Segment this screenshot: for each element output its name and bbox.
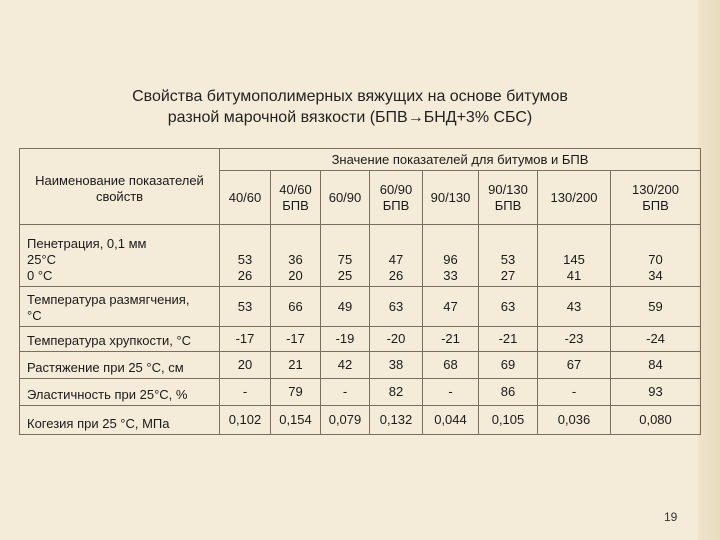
column-header [321,171,370,225]
property-name [20,327,220,352]
column-header-line: 130/200 [632,181,679,197]
value-cell [423,327,479,352]
value-cell [611,327,701,352]
table-row [20,379,701,406]
value-cell-line: 70 [648,252,663,267]
value-cell [611,379,701,406]
value-cell [321,406,370,435]
value-cell-line: 86 [500,384,516,399]
value-cell [220,352,271,379]
property-name-line: Растяжение при 25 °С, см [27,360,184,375]
value-cell [370,406,423,435]
value-cell-line: 26 [237,268,253,283]
column-header [423,171,479,225]
value-cell-line: 26 [388,268,404,283]
column-header-line: 90/130 [488,181,528,197]
value-cell-line: 34 [648,268,663,283]
column-header-line: 60/90 [328,189,362,205]
value-cell-line: 63 [388,298,404,314]
value-cell [479,406,538,435]
value-cell [271,327,321,352]
property-name [20,406,220,435]
value-cell-line: 42 [337,357,353,372]
property-name [20,287,220,327]
value-cell-line: 47 [443,298,458,314]
column-header-line: БПВ [382,197,410,213]
value-cell [611,406,701,435]
value-cell [538,406,611,435]
value-cell-line: -19 [335,331,355,346]
value-cell-line: 0,132 [379,412,413,427]
value-cell-line: 0,154 [279,412,312,427]
value-cell [220,379,271,406]
value-cell-line: 21 [288,357,303,372]
value-cell-line: -20 [386,331,406,346]
property-name-line: Эластичность при 25°С, % [27,387,188,402]
value-cell [271,379,321,406]
property-name [20,352,220,379]
slide-title [40,86,660,128]
value-cell-line: 0,102 [228,412,262,427]
value-cell [538,287,611,327]
value-cell-line: 47 [388,252,404,267]
table-row [20,352,701,379]
value-cell-line: 68 [443,357,458,372]
property-name-header-line: Наименование показателей [35,173,204,188]
value-cell-line: 82 [388,384,404,399]
value-cell-line: - [242,384,248,399]
value-cell [538,379,611,406]
value-cell-line: -17 [235,331,255,346]
value-cell [611,287,701,327]
value-cell-line: 66 [288,298,303,314]
value-cell [321,327,370,352]
value-cell [370,352,423,379]
value-cell-line: 27 [500,268,516,283]
table-header-row [20,149,701,171]
value-cell-line: 0,080 [639,412,672,427]
column-header-line: БПВ [642,197,669,213]
value-cell [611,352,701,379]
property-name-line: 0 °С [27,268,53,283]
value-cell [271,352,321,379]
property-name-line: Температура размягчения, [27,292,190,307]
table-row [20,327,701,352]
value-cell-line: 84 [648,357,663,372]
value-cell-line: 63 [500,298,516,314]
value-cell-line: 0,079 [328,412,362,427]
column-header [538,171,611,225]
value-cell [423,225,479,287]
property-name [20,379,220,406]
value-cell-line: 0,044 [434,412,467,427]
values-group-header: Значение показателей для битумов и БПВ [220,149,701,171]
value-cell [611,225,701,287]
value-cell-line: - [448,384,453,399]
value-cell-line: 69 [500,357,516,372]
value-cell-line: 43 [566,298,582,314]
value-cell [321,352,370,379]
value-cell [538,352,611,379]
value-cell [220,327,271,352]
value-cell [321,287,370,327]
column-header-line: БПВ [494,197,522,213]
value-cell [321,379,370,406]
value-cell-line: 38 [388,357,404,372]
column-header [479,171,538,225]
value-cell-line: 59 [648,298,663,314]
value-cell [538,327,611,352]
value-cell [423,406,479,435]
value-cell [423,287,479,327]
column-header-line: 130/200 [550,189,598,205]
value-cell-line: 53 [500,252,516,267]
value-cell-line: -21 [498,331,518,346]
property-name-line: °С [27,308,42,323]
value-cell-line: 33 [443,268,458,283]
value-cell [479,379,538,406]
value-cell [479,327,538,352]
value-cell-line: 75 [337,252,353,267]
value-cell-line: -24 [646,331,665,346]
page-number: 19 [664,510,678,524]
value-cell [370,327,423,352]
value-cell [538,225,611,287]
property-name-line: Температура хрупкости, °С [27,333,192,348]
value-cell-line: - [571,384,577,399]
table-row [20,287,701,327]
table-row [20,225,701,287]
value-cell [370,379,423,406]
column-header-line: 40/60 [228,189,262,205]
value-cell-line: 145 [563,252,585,267]
value-cell-line: 20 [237,357,253,372]
value-cell [321,225,370,287]
property-name-header-line: свойств [95,189,144,204]
value-cell [271,287,321,327]
value-cell-line: -23 [564,331,584,346]
value-cell-line: 79 [288,384,303,399]
value-cell-line: 53 [237,298,253,314]
slide-title-line-2: разной марочной вязкости (БПВ→БНД+3% СБС) [167,109,533,126]
value-cell-line: 20 [288,268,303,283]
column-header [611,171,701,225]
value-cell-line: 25 [337,268,353,283]
table-row [20,406,701,435]
value-cell [220,406,271,435]
column-header-line: 90/130 [430,189,471,205]
properties-table [19,148,701,435]
value-cell [479,352,538,379]
value-cell [423,379,479,406]
property-name-line: 25°С [27,252,57,267]
value-cell [220,225,271,287]
column-header [220,171,271,225]
value-cell [370,287,423,327]
column-header-line: БПВ [282,197,309,213]
value-cell-line: 0,036 [557,412,591,427]
value-cell [423,352,479,379]
slide-title-line-1: Свойства битумополимерных вяжущих на основе битумов [132,88,568,105]
value-cell [479,287,538,327]
value-cell [370,225,423,287]
value-cell [271,406,321,435]
property-name-line: Пенетрация, 0,1 мм [27,236,147,251]
value-cell [220,287,271,327]
value-cell-line: 49 [337,298,353,314]
property-name-line: Когезия при 25 °С, МПа [27,416,170,431]
value-cell-line: 41 [566,268,582,283]
column-header [370,171,423,225]
value-cell-line: 93 [648,384,663,399]
value-cell-line: 36 [288,252,303,267]
column-header-line: 60/90 [379,181,413,197]
slide-side-decoration [698,0,720,540]
value-cell [479,225,538,287]
value-cell-line: -17 [286,331,305,346]
value-cell-line: 0,105 [491,412,525,427]
property-name [20,225,220,287]
value-cell-line: - [342,384,348,399]
property-name-header [20,149,220,225]
value-cell [271,225,321,287]
value-cell-line: 53 [237,252,253,267]
column-header [271,171,321,225]
value-cell-line: 67 [566,357,582,372]
value-cell-line: 96 [443,252,458,267]
value-cell-line: -21 [441,331,460,346]
column-header-line: 40/60 [279,181,312,197]
